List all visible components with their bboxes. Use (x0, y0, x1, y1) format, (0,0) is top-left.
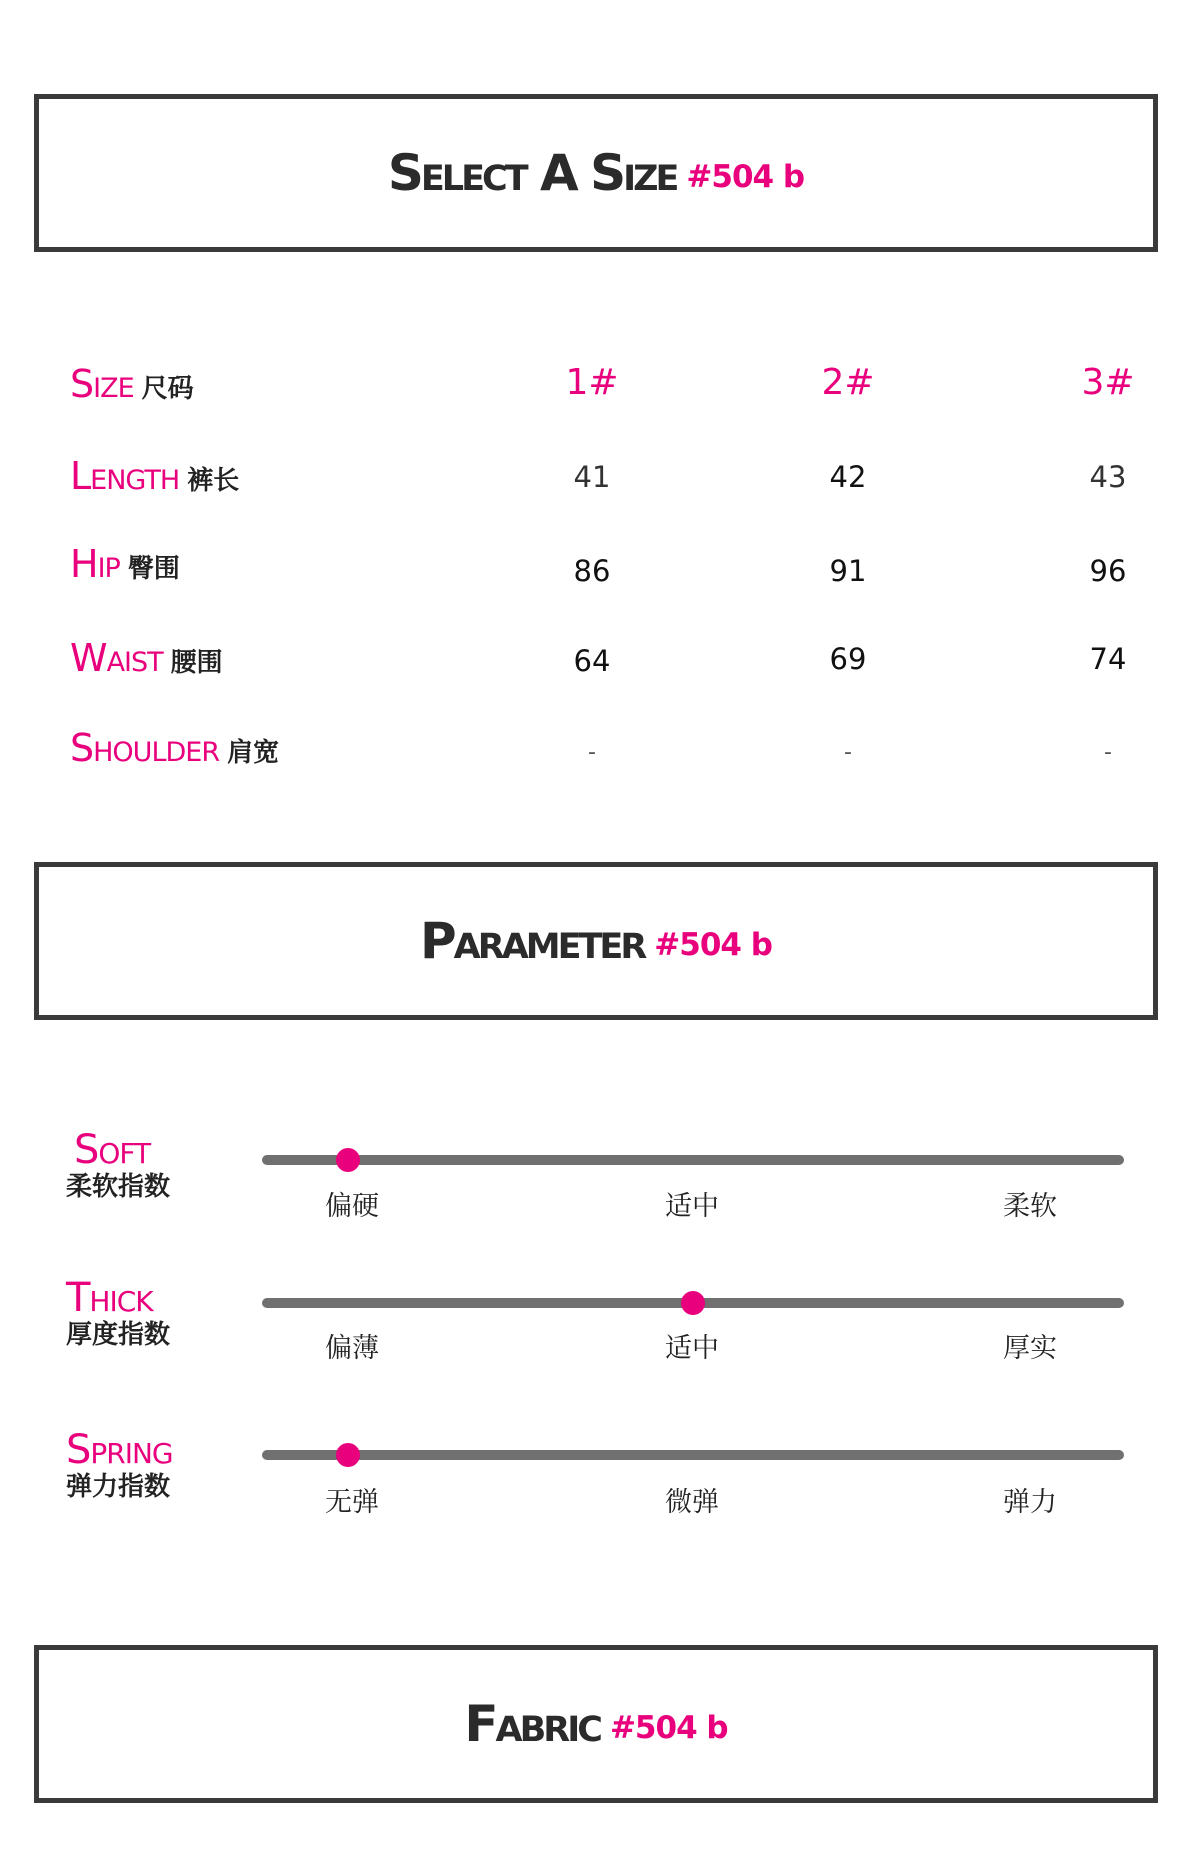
size-label-cn: 尺码 (141, 374, 194, 404)
length-value-3: 43 (1089, 460, 1127, 494)
thick-label-cn: 厚度指数 (66, 1320, 171, 1350)
hip-value-2: 91 (829, 554, 867, 588)
length-value-1: 41 (573, 460, 611, 494)
thick-tick-low: 偏薄 (325, 1333, 379, 1364)
waist-value-1: 64 (573, 644, 611, 678)
soft-tick-high: 柔软 (1003, 1191, 1057, 1222)
hip-label-cn: 臀围 (127, 554, 180, 584)
hip-label-en: Hip (70, 542, 120, 586)
spring-label-cn: 弹力指数 (66, 1472, 171, 1502)
thick-slider-knob (681, 1291, 705, 1315)
waist-value-2: 69 (829, 642, 867, 676)
shoulder-value-3: - (1104, 740, 1112, 765)
waist-label-en: Waist (70, 636, 163, 680)
hip-value-3: 96 (1089, 554, 1127, 588)
shoulder-value-1: - (588, 740, 596, 765)
parameter-section-title: Parameter (420, 912, 645, 970)
spring-tick-high: 弹力 (1003, 1487, 1057, 1518)
hip-row-label (70, 542, 180, 586)
spring-tick-mid: 微弹 (665, 1487, 719, 1518)
parameter-section-code: #504 b (654, 927, 772, 963)
fabric-section-code: #504 b (609, 1710, 728, 1746)
size-header-3: 3# (1081, 362, 1135, 403)
length-label-cn: 裤长 (187, 466, 240, 496)
spring-tick-low: 无弹 (325, 1487, 379, 1518)
shoulder-row-label (70, 726, 279, 770)
waist-value-3: 74 (1089, 642, 1127, 676)
spring-label-en: Spring (66, 1427, 173, 1473)
soft-slider-knob (336, 1148, 360, 1172)
soft-label-en: Soft (74, 1127, 151, 1173)
length-label-en: Length (70, 454, 180, 498)
fabric-section-title: Fabric (464, 1695, 600, 1753)
thick-slider-track (262, 1298, 1124, 1308)
spring-slider-track (262, 1450, 1124, 1460)
soft-slider-track (262, 1155, 1124, 1165)
thick-tick-mid: 适中 (665, 1333, 719, 1364)
shoulder-label-en: Shoulder (70, 726, 220, 770)
hip-value-1: 86 (573, 554, 611, 588)
size-row-label (70, 362, 194, 406)
fabric-section-header (34, 1645, 1158, 1803)
soft-tick-mid: 适中 (665, 1191, 719, 1222)
size-header-1: 1# (565, 362, 619, 403)
thick-tick-high: 厚实 (1003, 1333, 1057, 1364)
size-label-en: Size (70, 362, 134, 406)
parameter-section-header (34, 862, 1158, 1020)
spring-slider-knob (336, 1443, 360, 1467)
soft-param-label (66, 1127, 171, 1204)
thick-label-en: Thick (66, 1275, 153, 1321)
shoulder-label-cn: 肩宽 (227, 738, 280, 768)
length-value-2: 42 (829, 460, 867, 494)
soft-tick-low: 偏硬 (325, 1191, 379, 1222)
shoulder-value-2: - (844, 740, 852, 765)
waist-row-label (70, 636, 223, 680)
waist-label-cn: 腰围 (170, 648, 223, 678)
spring-param-label (66, 1427, 173, 1504)
size-section-header (34, 94, 1158, 252)
soft-label-cn: 柔软指数 (66, 1172, 171, 1202)
size-section-code: #504 b (686, 159, 805, 195)
length-row-label (70, 454, 239, 498)
thick-param-label (66, 1275, 171, 1352)
size-section-title: Select A Size (387, 144, 677, 202)
size-header-2: 2# (821, 362, 875, 403)
